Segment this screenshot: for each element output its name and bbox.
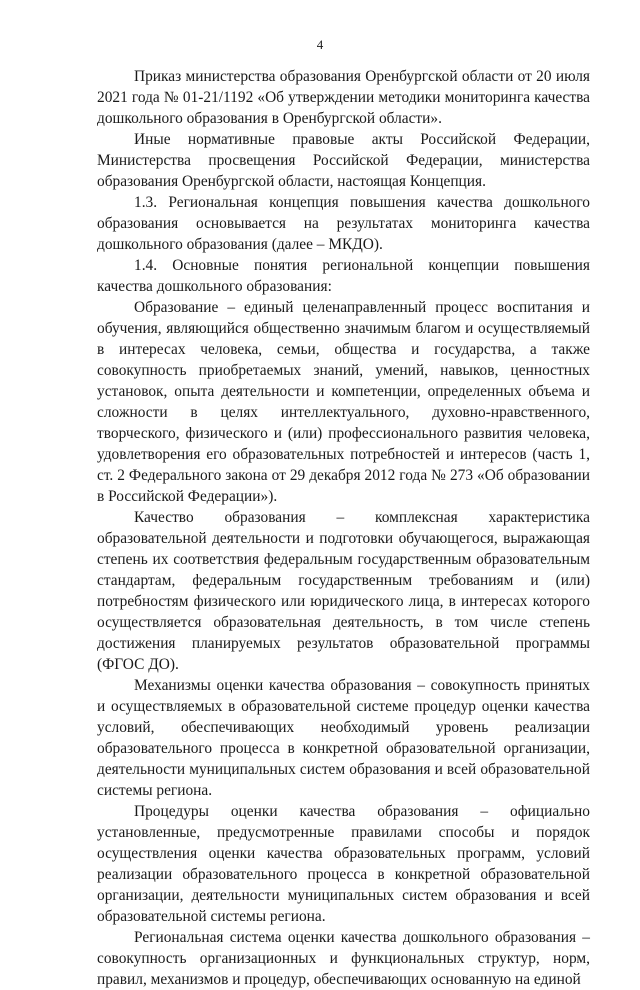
definition-regional-assessment-system: Региональная система оценки качества дошкольного образования – совокупность организационных и функциональных структур, норм, правил, механизмов и процедур, обеспечивающих основанную на единой <box>97 929 590 988</box>
paragraph-other-legal-acts: Иные нормативные правовые акты Российской Федерации, Министерства просвещения Российской Федерации, министерства образования Оренбургской области, настоящая Концепция. <box>97 131 590 190</box>
definition-assessment-procedures: Процедуры оценки качества образования – официально установленные, предусмотренные правилами способы и порядок осуществления оценки качества образовательных программ, условий реализации образовательного процесса в конкретной образовательной организации, деятельности муниципальных систем образования и всей образовательной системы региона. <box>97 803 590 925</box>
document-body <box>97 66 590 990</box>
paragraph-section-1-3: 1.3. Региональная концепция повышения качества дошкольного образования основывается на результатах мониторинга качества дошкольного образования (далее – МКДО). <box>97 194 590 253</box>
definition-education-quality: Качество образования – комплексная характеристика образовательной деятельности и подготовки обучающегося, выражающая степень их соответствия федеральным государственным образовательным стандартам, федеральным государственным требованиям и (или) потребностям физического или юридического лица, в интересах которого осуществляется образовательная деятельность, в том числе степень достижения планируемых результатов образовательной программы (ФГОС ДО). <box>97 509 590 673</box>
paragraph-order-reference: Приказ министерства образования Оренбургской области от 20 июля 2021 года № 01-21/1192 «Об утверждении методики мониторинга качества дошкольного образования в Оренбургской области». <box>97 68 590 127</box>
page-number: 4 <box>316 37 324 52</box>
paragraph-section-1-4: 1.4. Основные понятия региональной концепции повышения качества дошкольного образования: <box>97 257 590 295</box>
definition-assessment-mechanisms: Механизмы оценки качества образования – совокупность принятых и осуществляемых в образовательной системе процедур оценки качества условий, обеспечивающих необходимый уровень реализации образовательного процесса в конкретной образовательной организации, деятельности муниципальных систем образования и всей образовательной системы региона. <box>97 677 590 799</box>
definition-education: Образование – единый целенаправленный процесс воспитания и обучения, являющийся общественно значимым благом и осуществляемый в интересах человека, семьи, общества и государства, а также совокупность приобретаемых знаний, умений, навыков, ценностных установок, опыта деятельности и компетенции, определенных объема и сложности в целях интеллектуального, духовно-нравственного, творческого, физического и (или) профессионального развития человека, удовлетворения его образовательных потребностей и интересов (часть 1, ст. 2 Федерального закона от 29 декабря 2012 года № 273 «Об образовании в Российской Федерации»). <box>97 299 590 505</box>
